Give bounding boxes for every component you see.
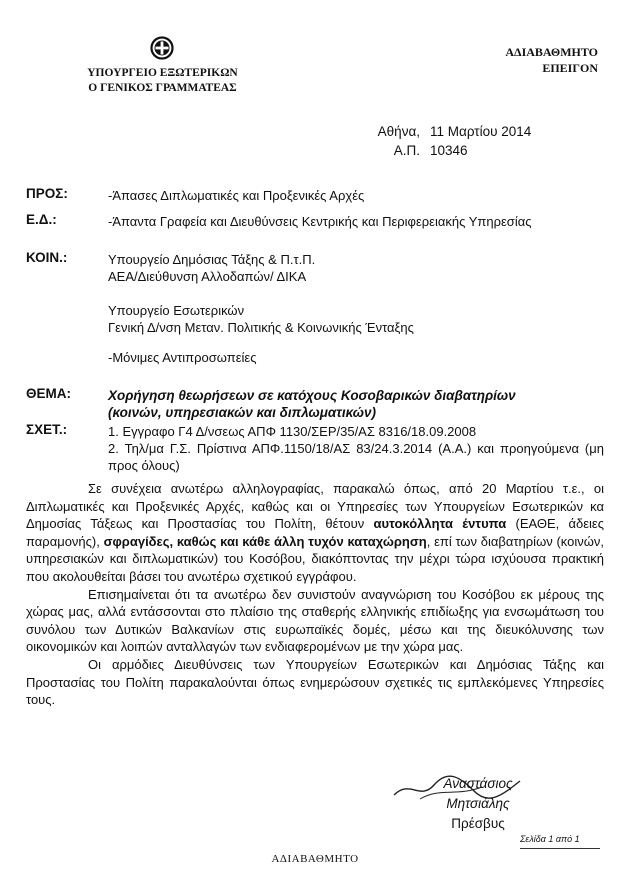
classification-label: ΑΔΙΑΒΑΘΜΗΤΟ: [505, 45, 598, 59]
koin-line: Υπουργείο Εσωτερικών: [108, 303, 245, 318]
koin-line: Γενική Δ/νση Μεταν. Πολιτικής & Κοινωνικής Ένταξης: [108, 320, 414, 335]
letter-body: [26, 480, 604, 709]
signatory-title: Πρέσβυς: [451, 816, 505, 831]
classification-bottom: ΑΔΙΑΒΑΘΜΗΤΟ: [271, 853, 359, 865]
to-text: -Άπασες Διπλωματικές και Προξενικές Αρχές: [108, 188, 365, 203]
reference-line: 1. Εγγραφο Γ4 Δ/νσεως ΑΠΦ 1130/ΣΕΡ/35/ΑΣ 8316/18.09.2008: [108, 424, 477, 439]
page-number: Σελίδα 1 από 1: [520, 834, 580, 844]
protocol-label: Α.Π.: [393, 143, 420, 158]
greek-emblem-icon: [150, 36, 174, 60]
koin-line: Υπουργείο Δημόσιας Τάξης & Π.τ.Π.: [108, 252, 316, 267]
ministry-name: ΥΠΟΥΡΓΕΙΟ ΕΞΩΤΕΡΙΚΩΝ: [87, 67, 238, 79]
ed-label: Ε.Δ.:: [26, 212, 57, 227]
urgency-label: ΕΠΕΙΓΟΝ: [542, 61, 598, 75]
signature-block: [418, 774, 538, 834]
subject-label: ΘΕΜΑ:: [26, 386, 71, 401]
date: 11 Μαρτίου 2014: [430, 124, 532, 139]
place: Αθήνα,: [377, 124, 420, 139]
footer-divider: [520, 848, 600, 849]
body-paragraph: Επισημαίνεται ότι τα ανωτέρω δεν συνιστούν αναγνώριση του Κοσόβου εκ μέρους της χώρας μας, αλλά εντάσσονται στο πλαίσιο της σταθερής ελληνικής επιδίωξης για ενσωμάτωση του συνόλου των Δυτικών Βαλκανίων στις ευρωπαϊκές δομές, μέσω και της διευκόλυνσης των οικονομικών και λοιπών ανταλλαγών των ενδιαφερομένων με την χώρα μας.: [26, 586, 604, 655]
date-block: [372, 122, 531, 160]
koin-line: -Μόνιμες Αντιπροσωπείες: [108, 350, 257, 365]
ed-text: -Άπαντα Γραφεία και Διευθύνσεις Κεντρικής και Περιφερειακής Υπηρεσίας: [108, 214, 532, 229]
reference-line: προς όλους): [108, 458, 180, 473]
body-text: Σε συνέχεια ανωτέρω αλληλογραφίας, παρακαλώ όπως, από 20 Μαρτίου τ.ε., οι Διπλωματικές και Προξενικές Αρχές, καθώς και οι Υπηρεσίες των Υπουργείων Εσωτερικών κα Δημοσίας Τάξεως και Προστασίας του Πολίτη, θέτουν: [26, 481, 604, 532]
body-emphasis: σφραγίδες, καθώς και κάθε άλλη τυχόν καταχώρηση: [103, 533, 427, 549]
classification-top: [470, 44, 598, 76]
office-name: Ο ΓΕΝΙΚΟΣ ΓΡΑΜΜΑΤΕΑΣ: [88, 82, 237, 94]
reference-label: ΣΧΕΤ.:: [26, 422, 68, 437]
body-text: , επί των διαβατηρίων (κοινών, υπηρεσιακών και διπλωματικών) του Κοσόβου, διακόπτοντας την μέχρι τώρα ισχύουσα πρακτική που ακολουθείται βάσει του ανωτέρω σχετικού εγγράφου.: [26, 533, 605, 584]
ministry-header: [60, 66, 265, 96]
koin-line: ΑΕΑ/Διεύθυνση Αλλοδαπών/ ΔΙΚΑ: [108, 269, 307, 284]
koin-label: ΚΟΙΝ.:: [26, 250, 68, 265]
to-label: ΠΡΟΣ:: [26, 186, 68, 201]
protocol-number: 10346: [430, 143, 468, 158]
subject-line: Χορήγηση θεωρήσεων σε κατόχους Κοσοβαρικών διαβατηρίων: [108, 388, 516, 403]
body-paragraph: [26, 480, 604, 586]
reference-line: 2. Τηλ/μα Γ.Σ. Πρίστινα ΑΠΦ.1150/18/ΑΣ 83/24.3.2014 (Α.Α.) και προηγούμενα (μη: [108, 441, 604, 456]
body-emphasis: αυτοκόλλητα έντυπα: [373, 516, 507, 532]
body-text: (ΕΑΘΕ, άδειες παραμονής),: [26, 516, 604, 549]
signatory-name: Αναστάσιος Μητσιάλης: [443, 776, 513, 811]
subject-line: (κοινών, υπηρεσιακών και διπλωματικών): [108, 405, 376, 420]
body-paragraph: Οι αρμόδιες Διευθύνσεις των Υπουργείων Εσωτερικών και Δημόσιας Τάξης και Προστασίας του Πολίτη παρακαλούνται όπως ενημερώσουν σχετικές τις εμπλεκόμενες Υπηρεσίες τους.: [26, 656, 604, 708]
